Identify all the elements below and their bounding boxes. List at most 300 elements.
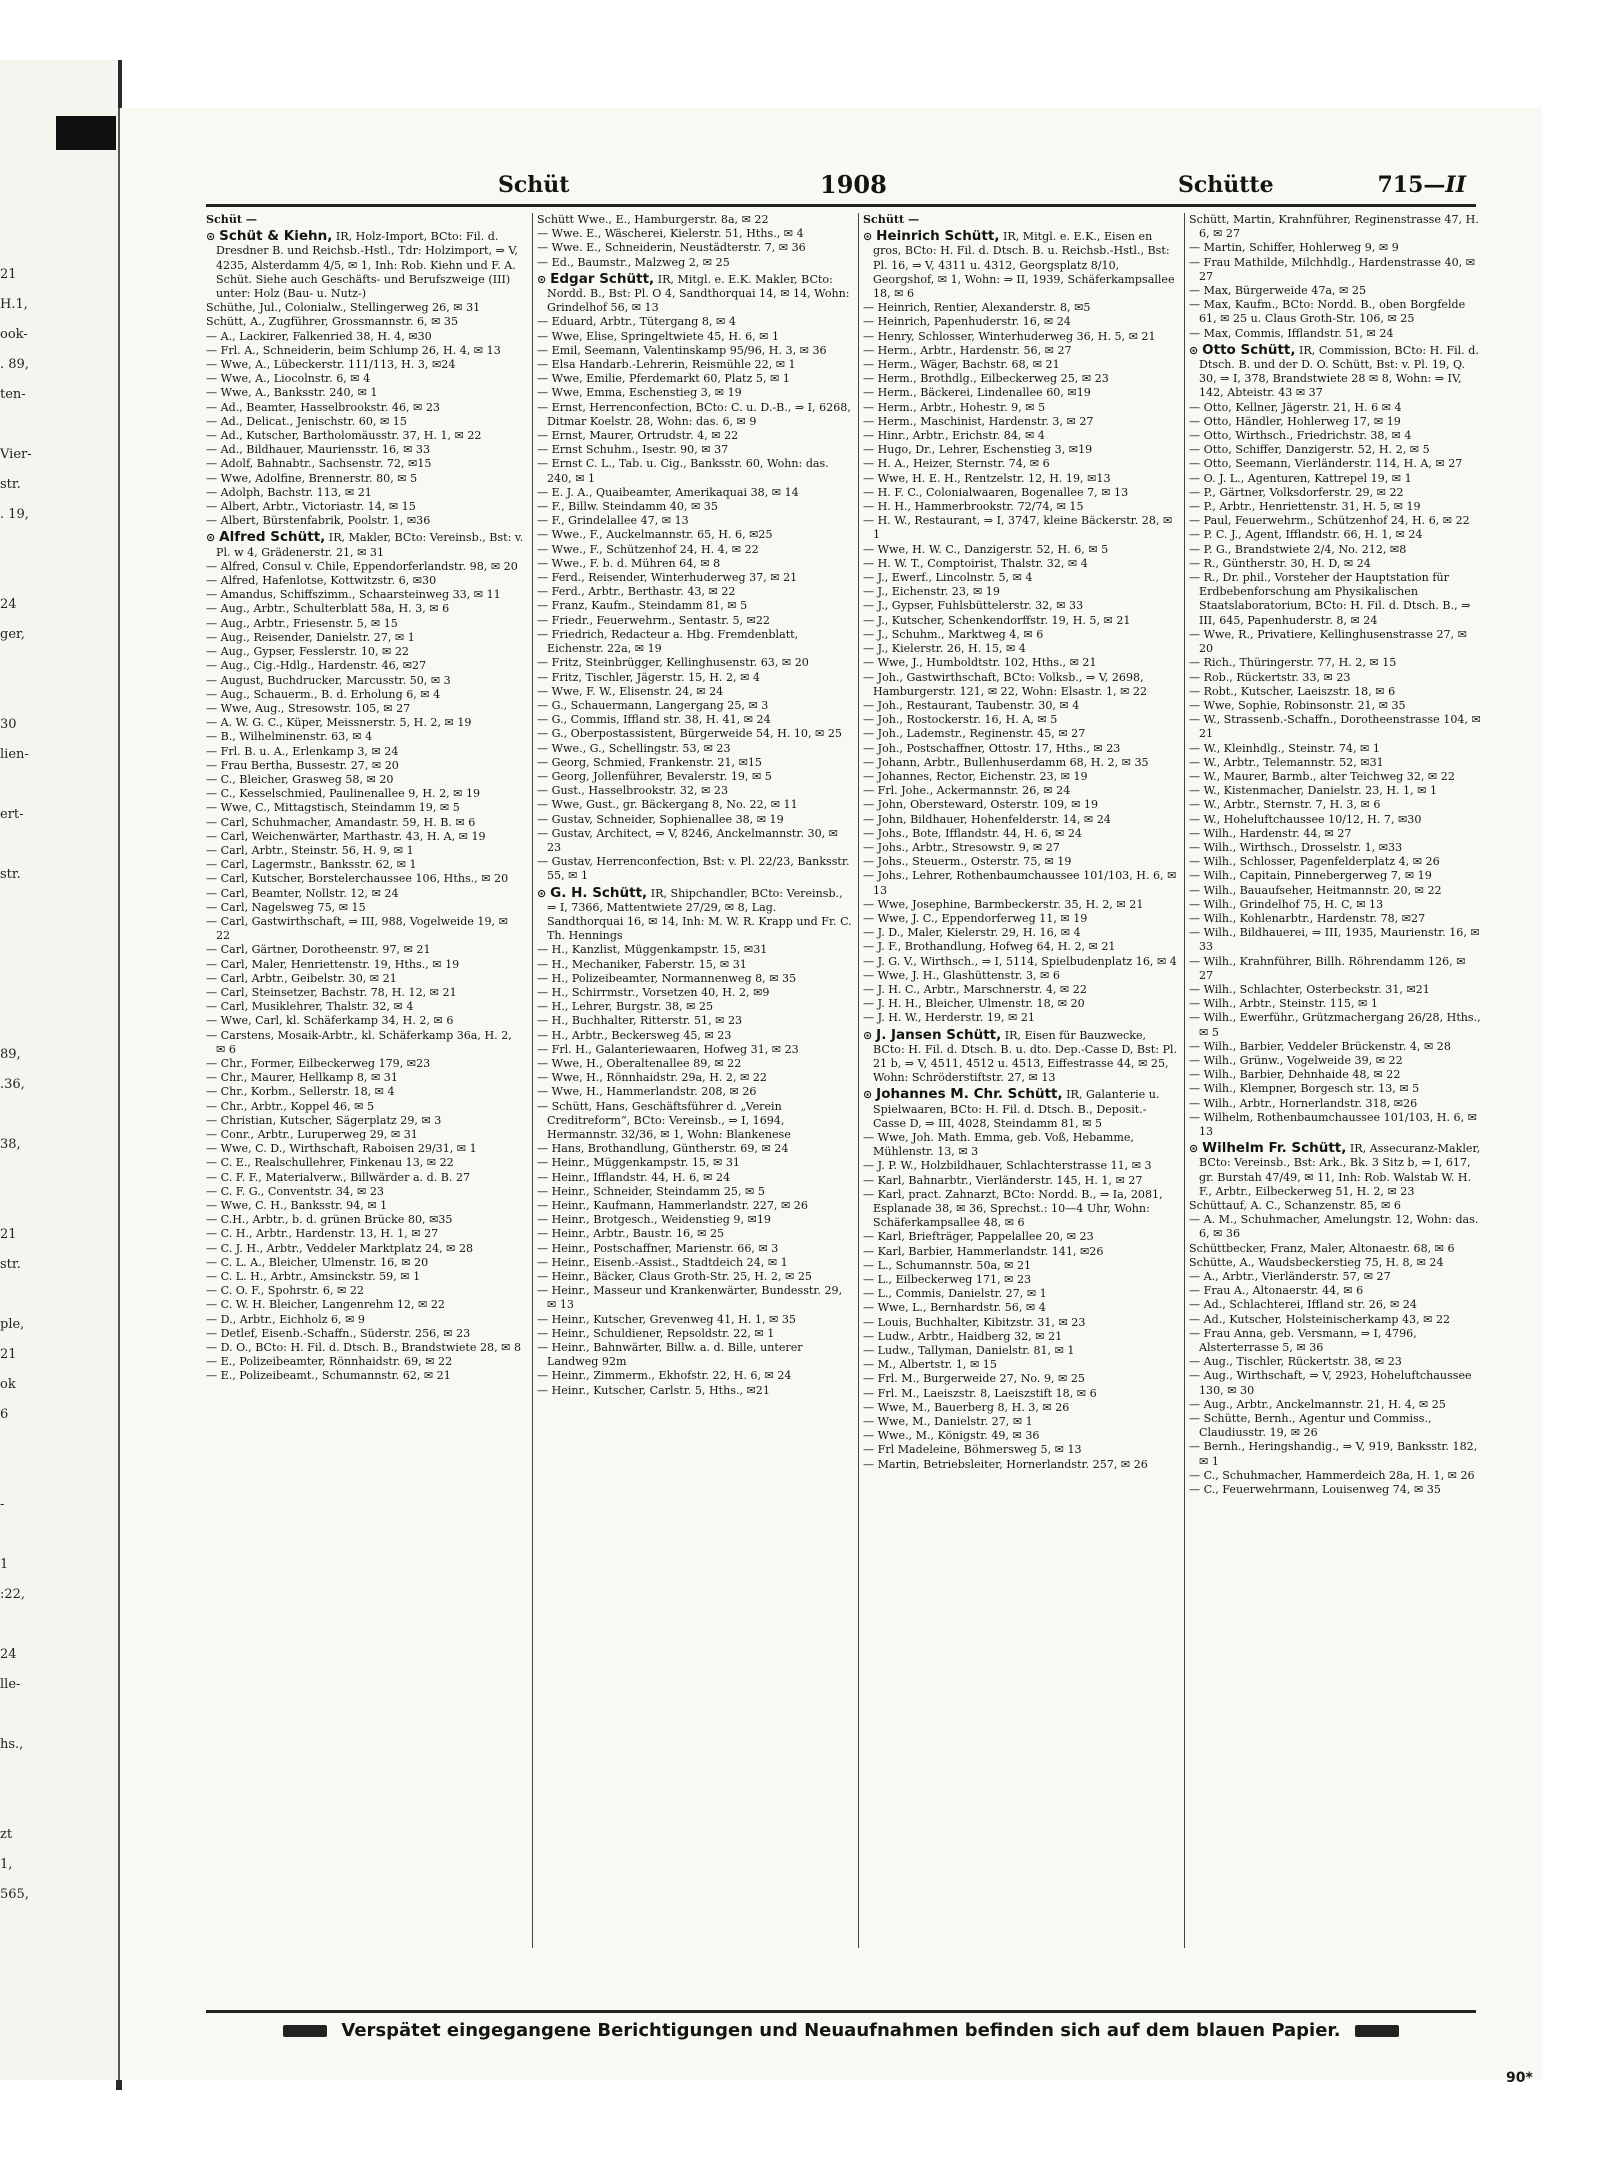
- directory-entry: — Wwe, M., Bauerberg 8, H. 3, ✉ 26: [863, 1400, 1070, 1414]
- directory-entry: — W., Hoheluftchaussee 10/12, H. 7, ✉30: [1189, 812, 1422, 826]
- directory-entry: — Wwe, H. E. H., Rentzelstr. 12, H. 19, ✉13: [863, 471, 1111, 485]
- directory-entry: — C., Schuhmacher, Hammerdeich 28a, H. 1, ✉ 26: [1189, 1468, 1475, 1482]
- directory-entry: — Heinrich, Papenhuderstr. 16, ✉ 24: [863, 315, 1071, 329]
- directory-entry: — Hinr., Arbtr., Erichstr. 84, ✉ 4: [863, 429, 1045, 443]
- directory-columns: [206, 213, 1481, 1948]
- directory-entry: — Carl, Weichenwärter, Marthastr. 43, H. A, ✉ 19: [206, 829, 486, 843]
- directory-entry: — H. F. C., Colonialwaaren, Bogenallee 7, ✉ 13: [863, 485, 1129, 499]
- directory-entry: — Heinr., Schuldiener, Repsoldstr. 22, ✉ 1: [537, 1326, 775, 1340]
- directory-entry: — D., Arbtr., Eichholz 6, ✉ 9: [206, 1312, 365, 1326]
- directory-entry: — Gustav, Architect, ⇒ V, 8246, Anckelmannstr. 30, ✉ 23: [537, 826, 838, 854]
- directory-entry: — John, Bildhauer, Hohenfelderstr. 14, ✉ 24: [863, 812, 1111, 826]
- directory-entry: — Aug., Wirthschaft, ⇒ V, 2923, Hoheluftchaussee 130, ✉ 30: [1189, 1369, 1472, 1397]
- directory-entry: — Joh., Gastwirthschaft, BCto: Volksb., ⇒ V, 2698, Hamburgerstr. 121, ✉ 22, Wohn: Elsastr. 1, ✉ 22: [863, 670, 1148, 698]
- directory-entry: — Ernst, Maurer, Ortrudstr. 4, ✉ 22: [537, 429, 739, 443]
- firm-marker-icon: ⊙: [863, 1028, 877, 1042]
- firm-marker-icon: ⊙: [1189, 343, 1203, 357]
- directory-entry: — Carstens, Mosaik-Arbtr., kl. Schäferkamp 36a, H. 2, ✉ 6: [206, 1028, 512, 1056]
- directory-entry: — J., Gypser, Fuhlsbüttelerstr. 32, ✉ 33: [863, 599, 1084, 613]
- footer-notice-text: Verspätet eingegangene Berichtigungen und Neuaufnahmen befinden sich auf dem blauen Papier.: [341, 2020, 1341, 2041]
- directory-column-1: [206, 213, 524, 1948]
- directory-entry: — Carl, Nagelsweg 75, ✉ 15: [206, 900, 366, 914]
- directory-entry: — Conr., Arbtr., Luruperweg 29, ✉ 31: [206, 1128, 418, 1141]
- directory-entry: — Joh., Rostockerstr. 16, H. A, ✉ 5: [863, 713, 1058, 727]
- directory-entry: — J. G. V., Wirthsch., ⇒ I, 5114, Spielbudenplatz 16, ✉ 4: [863, 954, 1177, 968]
- directory-entry: — Eduard, Arbtr., Tütergang 8, ✉ 4: [537, 315, 736, 329]
- directory-entry: — Carl, Arbtr., Geibelstr. 30, ✉ 21: [206, 971, 397, 985]
- firm-entry: [206, 530, 524, 559]
- directory-entry: — G., Commis, Iffland str. 38, H. 41, ✉ 24: [537, 713, 771, 727]
- directory-column-2: [532, 213, 853, 1948]
- directory-entry: — Alfred, Consul v. Chile, Eppendorferlandstr. 98, ✉ 20: [206, 559, 518, 573]
- firm-details: IR, Assecuranz-Makler, BCto: Vereinsb., Bst: Ark., Bk. 3 Sitz b, ⇒ I, 617, gr. Burstah 47/49, ✉ 11, Inh: Rob. Walstab W. H. F., Arbtr., Eilbeckerweg 51, H. 2, ✉ 23: [1199, 1142, 1481, 1198]
- directory-entry: — Carl, Arbtr., Steinstr. 56, H. 9, ✉ 1: [206, 843, 414, 857]
- directory-page: [118, 108, 1542, 2086]
- running-header: [206, 166, 1476, 207]
- directory-entry: — Christian, Kutscher, Sägerplatz 29, ✉ 3: [206, 1113, 442, 1127]
- directory-entry: — Friedrich, Redacteur a. Hbg. Fremdenblatt, Eichenstr. 22a, ✉ 19: [537, 627, 799, 656]
- directory-entry: — A., Arbtr., Vierländerstr. 57, ✉ 27: [1189, 1270, 1391, 1284]
- directory-entry: — Heinr., Ifflandstr. 44, H. 6, ✉ 24: [537, 1170, 731, 1184]
- directory-entry: — J. F., Brothandlung, Hofweg 64, H. 2, ✉ 21: [863, 940, 1116, 954]
- directory-entry: — Heinr., Bäcker, Claus Groth-Str. 25, H. 2, ✉ 25: [537, 1270, 812, 1284]
- directory-entry: — P. G., Brandstwiete 2/4, No. 212, ✉8: [1189, 542, 1407, 556]
- firm-entry: [537, 272, 853, 316]
- directory-entry: — Wwe, F. W., Elisenstr. 24, ✉ 24: [537, 684, 724, 698]
- directory-entry: — Heinr., Kaufmann, Hammerlandstr. 227, ✉ 26: [537, 1199, 808, 1213]
- directory-entry: — J. H. H., Bleicher, Ulmenstr. 18, ✉ 20: [863, 997, 1085, 1011]
- firm-details: IR, Mitgl. e. E.K. Makler, BCto: Nordd. B., Bst: Pl. O 4, Sandthorquai 14, ✉ 14, Wohn: Grindelhof 56, ✉ 13: [547, 272, 850, 315]
- directory-entry: — Aug., Tischler, Rückertstr. 38, ✉ 23: [1189, 1355, 1402, 1369]
- header-left-keyword: Schüt: [498, 172, 570, 198]
- directory-entry: — Adolf, Bahnabtr., Sachsenstr. 72, ✉15: [206, 457, 432, 471]
- directory-entry: — H., Polizeibeamter, Normannenweg 8, ✉ 35: [537, 971, 797, 985]
- directory-entry: — H., Schirrmstr., Vorsetzen 40, H. 2, ✉9: [537, 985, 770, 999]
- directory-entry: — Gustav, Herrenconfection, Bst: v. Pl. 22/23, Banksstr. 55, ✉ 1: [537, 855, 850, 883]
- directory-entry: — Wilhelm, Rothenbaumchaussee 101/103, H. 6, ✉ 13: [1189, 1110, 1477, 1138]
- directory-entry: — Wwe, C. H., Banksstr. 94, ✉ 1: [206, 1199, 388, 1213]
- directory-entry: — Wilh., Arbtr., Steinstr. 115, ✉ 1: [1189, 997, 1378, 1011]
- directory-entry: — Wwe, Josephine, Barmbeckerstr. 35, H. 2, ✉ 21: [863, 897, 1144, 911]
- directory-entry: — Heinr., Masseur und Krankenwärter, Bundesstr. 29, ✉ 13: [537, 1284, 843, 1312]
- directory-entry: — W., Arbtr., Telemannstr. 52, ✉31: [1189, 755, 1384, 769]
- directory-entry: — J. H. C., Arbtr., Marschnerstr. 4, ✉ 22: [863, 982, 1087, 996]
- directory-entry: — Wilh., Schlachter, Osterbeckstr. 31, ✉21: [1189, 982, 1430, 996]
- directory-entry: — Wwe, M., Danielstr. 27, ✉ 1: [863, 1415, 1033, 1429]
- directory-entry: — Ernst C. L., Tab. u. Cig., Banksstr. 60, Wohn: das. 240, ✉ 1: [537, 457, 829, 485]
- facing-page-spine: [0, 60, 118, 2080]
- directory-entry: Schütt, A., Zugführer, Grossmannstr. 6, ✉ 35: [206, 315, 459, 329]
- directory-entry: — Frl Madeleine, Böhmersweg 5, ✉ 13: [863, 1443, 1082, 1457]
- directory-entry: — Fritz, Tischler, Jägerstr. 15, H. 2, ✉ 4: [537, 670, 760, 684]
- directory-entry: — H., Kanzlist, Müggenkampstr. 15, ✉31: [537, 943, 768, 957]
- directory-entry: — J., Eichenstr. 23, ✉ 19: [863, 585, 1000, 599]
- directory-entry: — Herm., Wäger, Bachstr. 68, ✉ 21: [863, 358, 1060, 372]
- directory-entry: — C., Bleicher, Grasweg 58, ✉ 20: [206, 772, 394, 786]
- directory-entry: — P., Gärtner, Volksdorferstr. 29, ✉ 22: [1189, 485, 1404, 499]
- directory-entry: — Otto, Händler, Hohlerweg 17, ✉ 19: [1189, 414, 1401, 428]
- directory-entry: — Hugo, Dr., Lehrer, Eschenstieg 3, ✉19: [863, 443, 1093, 457]
- firm-entry: [863, 1087, 1179, 1131]
- directory-entry: — Johannes, Rector, Eichenstr. 23, ✉ 19: [863, 769, 1088, 783]
- directory-entry: — Georg, Jollenführer, Bevalerstr. 19, ✉ 5: [537, 769, 772, 783]
- directory-entry: — C. W. H. Bleicher, Langenrehm 12, ✉ 22: [206, 1298, 445, 1312]
- column-keyword: Schüt —: [206, 213, 257, 226]
- firm-details: IR, Shipchandler, BCto: Vereinsb., ⇒ I, 7366, Mattentwiete 27/29, ✉ 8, Lag. Sandthorquai 16, ✉ 14, Inh: M. W. R. Krapp und Fr. C. Th. Hennings: [547, 886, 852, 943]
- directory-entry: — Wilh., Hardenstr. 44, ✉ 27: [1189, 826, 1352, 840]
- directory-entry: — Wilh., Wirthsch., Drosselstr. 1, ✉33: [1189, 840, 1403, 854]
- directory-entry: — Herm., Arbtr., Hardenstr. 56, ✉ 27: [863, 343, 1072, 357]
- directory-column-3: [858, 213, 1179, 1948]
- directory-entry: — Heinr., Zimmerm., Ekhofstr. 22, H. 6, ✉ 24: [537, 1369, 792, 1383]
- directory-entry: — C. H., Arbtr., Hardenstr. 13, H. 1, ✉ 27: [206, 1227, 439, 1241]
- directory-entry: — Otto, Seemann, Vierländerstr. 114, H. A, ✉ 27: [1189, 457, 1463, 471]
- directory-entry: — Wwe, Sophie, Robinsonstr. 21, ✉ 35: [1189, 698, 1406, 712]
- firm-name: Johannes M. Chr. Schütt,: [876, 1086, 1063, 1103]
- directory-entry: — C. O. F., Spohrstr. 6, ✉ 22: [206, 1284, 364, 1298]
- directory-entry: — J., Schuhm., Marktweg 4, ✉ 6: [863, 627, 1044, 641]
- directory-entry: — Wwe, H. W. C., Danzigerstr. 52, H. 6, ✉ 5: [863, 542, 1109, 556]
- firm-entry: [537, 886, 853, 944]
- directory-entry: — H., Lehrer, Burgstr. 38, ✉ 25: [537, 1000, 714, 1014]
- directory-entry: — C. F. G., Conventstr. 34, ✉ 23: [206, 1184, 384, 1198]
- directory-entry: — Henry, Schlosser, Winterhuderweg 36, H. 5, ✉ 21: [863, 329, 1156, 343]
- firm-name: J. Jansen Schütt,: [876, 1026, 1002, 1043]
- directory-entry: — Robt., Kutscher, Laeiszstr. 18, ✉ 6: [1189, 684, 1396, 698]
- directory-entry: — Johann, Arbtr., Bullenhuserdamm 68, H. 2, ✉ 35: [863, 755, 1149, 769]
- directory-entry: — Schütt, Hans, Geschäftsführer d. „Verein Creditreform“, BCto: Vereinsb., ⇒ I, 1694, Hermannstr. 32/36, ✉ 1, Wohn: Blankenese: [537, 1099, 791, 1141]
- directory-entry: — Wilh., Grindelhof 75, H. C, ✉ 13: [1189, 897, 1384, 911]
- directory-entry: — R., Dr. phil., Vorsteher der Hauptstation für Erdbebenforschung am Physikalischen Staatslaboratorium, BCto: H. Fil. d. Dtsch. B., ⇒ III, 645, Papenhuderstr. 8, ✉ 24: [1189, 571, 1471, 627]
- directory-entry: — Otto, Kellner, Jägerstr. 21, H. 6 ✉ 4: [1189, 400, 1402, 414]
- directory-entry: — Wilh., Grünw., Vogelweide 39, ✉ 22: [1189, 1053, 1403, 1067]
- directory-entry: — Louis, Buchhalter, Kibitzstr. 31, ✉ 23: [863, 1315, 1086, 1329]
- directory-entry: — E. J. A., Quaibeamter, Amerikaquai 38, ✉ 14: [537, 485, 799, 499]
- directory-entry: — Schütte, Bernh., Agentur und Commiss., Claudiusstr. 19, ✉ 26: [1189, 1412, 1432, 1440]
- directory-entry: — Detlef, Eisenb.-Schaffn., Süderstr. 256, ✉ 23: [206, 1326, 471, 1340]
- firm-marker-icon: ⊙: [206, 531, 220, 545]
- directory-entry: — Friedr., Feuerwehrm., Sentastr. 5, ✉22: [537, 613, 770, 627]
- directory-entry: — J. P. W., Holzbildhauer, Schlachterstrasse 11, ✉ 3: [863, 1159, 1152, 1173]
- directory-entry: — W., Maurer, Barmb., alter Teichweg 32, ✉ 22: [1189, 769, 1455, 783]
- directory-entry: — L., Eilbeckerweg 171, ✉ 23: [863, 1273, 1032, 1287]
- directory-entry: — Martin, Schiffer, Hohlerweg 9, ✉ 9: [1189, 241, 1399, 255]
- directory-entry: — C.H., Arbtr., b. d. grünen Brücke 80, ✉35: [206, 1213, 453, 1227]
- firm-details: IR, Makler, BCto: Vereinsb., Bst: v. Pl. w 4, Grädenerstr. 21, ✉ 31: [216, 531, 524, 559]
- directory-entry: — Wilh., Klempner, Borgesch str. 13, ✉ 5: [1189, 1082, 1420, 1096]
- directory-entry: — A. W. G. C., Küper, Meissnerstr. 5, H. 2, ✉ 19: [206, 716, 472, 730]
- directory-entry: — Carl, Gärtner, Dorotheenstr. 97, ✉ 21: [206, 943, 431, 957]
- directory-entry: — Wwe, Joh. Math. Emma, geb. Voß, Hebamme, Mühlenstr. 13, ✉ 3: [863, 1131, 1134, 1159]
- directory-entry: — Heinr., Kutscher, Carlstr. 5, Hths., ✉21: [537, 1383, 770, 1397]
- directory-entry: — Frau A., Altonaerstr. 44, ✉ 6: [1189, 1284, 1364, 1298]
- firm-marker-icon: ⊙: [537, 272, 551, 286]
- directory-entry: — Wwe, Elise, Springeltwiete 45, H. 6, ✉ 1: [537, 329, 780, 343]
- directory-entry: — Wwe, J. H., Glashüttenstr. 3, ✉ 6: [863, 968, 1060, 982]
- directory-entry: — Carl, Lagermstr., Banksstr. 62, ✉ 1: [206, 858, 417, 872]
- directory-entry: — Gust., Hasselbrookstr. 32, ✉ 23: [537, 784, 729, 798]
- directory-entry: — Albert, Arbtr., Victoriastr. 14, ✉ 15: [206, 500, 416, 514]
- directory-entry: — Paul, Feuerwehrm., Schützenhof 24, H. 6, ✉ 22: [1189, 514, 1470, 528]
- directory-entry: — Frau Mathilde, Milchhdlg., Hardenstrasse 40, ✉ 27: [1189, 255, 1475, 283]
- directory-entry: — Martin, Betriebsleiter, Hornerlandstr. 257, ✉ 26: [863, 1457, 1148, 1471]
- directory-entry: — Joh., Postschaffner, Ottostr. 17, Hths., ✉ 23: [863, 741, 1121, 755]
- directory-entry: — Wwe., G., Schellingstr. 53, ✉ 23: [537, 741, 731, 755]
- footer-notice: [206, 2020, 1476, 2041]
- directory-entry: — A., Lackirer, Falkenried 38, H. 4, ✉30: [206, 329, 432, 343]
- directory-entry: — Heinr., Kutscher, Grevenweg 41, H. 1, ✉ 35: [537, 1312, 796, 1326]
- firm-details: IR, Mitgl. e. E.K., Eisen en gros, BCto: H. Fil. d. Dtsch. B. u. Reichsb.-Hstl., Bst: Pl. 16, ⇒ V, 4311 u. 4312, Georgsplatz 8/10, Georgshof, ✉ 1, Wohn: ⇒ II, 1939, Schäferkampsallee 18, ✉ 6: [873, 230, 1175, 301]
- column-keyword: Schütt —: [863, 213, 920, 226]
- directory-entry: — B., Wilhelminenstr. 63, ✉ 4: [206, 730, 373, 744]
- directory-entry: — W., Strassenb.-Schaffn., Dorotheenstrasse 104, ✉ 21: [1189, 713, 1481, 741]
- directory-entry: — Frau Anna, geb. Versmann, ⇒ I, 4796, Alsterterrasse 5, ✉ 36: [1189, 1326, 1417, 1355]
- firm-marker-icon: ⊙: [863, 1088, 877, 1102]
- directory-entry: — Heinr., Brotgesch., Weidenstieg 9, ✉19: [537, 1213, 771, 1227]
- directory-entry: — C. L. H., Arbtr., Amsinckstr. 59, ✉ 1: [206, 1270, 421, 1284]
- directory-entry: — C., Kesselschmied, Paulinenallee 9, H. 2, ✉ 19: [206, 787, 481, 801]
- page-number: [1377, 172, 1466, 198]
- directory-entry: — J. H. W., Herderstr. 19, ✉ 21: [863, 1011, 1035, 1025]
- directory-entry: — Wwe. E., Schneiderin, Neustädterstr. 7, ✉ 36: [537, 241, 806, 255]
- firm-name: Wilhelm Fr. Schütt,: [1202, 1140, 1347, 1157]
- header-right-keyword: Schütte: [1178, 172, 1274, 198]
- directory-entry: — Wwe, Adolfine, Brennerstr. 80, ✉ 5: [206, 471, 418, 485]
- directory-entry: — Ed., Baumstr., Malzweg 2, ✉ 25: [537, 255, 730, 269]
- firm-details: IR, Holz-Import, BCto: Fil. d. Dresdner B. und Reichsb.-Hstl., Tdr: Holzimport, ⇒ V, 4235, Alsterdamm 4/5, ✉ 1, Inh: Rob. Kiehn und F. A. Schüt. Siehe auch Geschäfts- und Berufszweige (III) unter: Holz (Bau- u. Nutz-): [216, 230, 518, 301]
- directory-entry: — Karl, pract. Zahnarzt, BCto: Nordd. B., ⇒ Ia, 2081, Esplanade 38, ✉ 36, Sprechst.: 10—4 Uhr, Wohn: Schäferkampsallee 48, ✉ 6: [863, 1187, 1163, 1230]
- directory-entry: — Wilh., Arbtr., Hornerlandstr. 318, ✉26: [1189, 1096, 1418, 1110]
- directory-entry: — Wwe., F. b. d. Mühren 64, ✉ 8: [537, 556, 721, 570]
- firm-name: Schüt & Kiehn,: [219, 228, 333, 245]
- directory-entry: — Wwe, H., Oberaltenallee 89, ✉ 22: [537, 1056, 742, 1070]
- pointing-hand-right-icon: [1355, 2025, 1399, 2037]
- directory-entry: — Wilh., Barbier, Veddeler Brückenstr. 4, ✉ 28: [1189, 1039, 1451, 1053]
- directory-entry: — Wwe, Aug., Stresowstr. 105, ✉ 27: [206, 701, 411, 715]
- directory-entry: — Heinr., Müggenkampstr. 15, ✉ 31: [537, 1156, 740, 1170]
- directory-entry: — E., Polizeibeamt., Schumannstr. 62, ✉ 21: [206, 1369, 451, 1383]
- directory-entry: — W., Kistenmacher, Danielstr. 23, H. 1, ✉ 1: [1189, 784, 1438, 798]
- directory-entry: — Wwe, C. D., Wirthschaft, Raboisen 29/31, ✉ 1: [206, 1142, 477, 1156]
- directory-entry: — Wwe, Emilie, Pferdemarkt 60, Platz 5, ✉ 1: [537, 372, 790, 386]
- directory-entry: — Aug., Cig.-Hdlg., Hardenstr. 46, ✉27: [206, 659, 427, 673]
- directory-entry: — J. D., Maler, Kielerstr. 29, H. 16, ✉ 4: [863, 926, 1081, 940]
- directory-entry: — Wwe., F., Schützenhof 24, H. 4, ✉ 22: [537, 542, 759, 556]
- directory-entry: — Frl. H., Galanteriewaaren, Hofweg 31, ✉ 23: [537, 1042, 799, 1056]
- directory-entry: — Carl, Steinsetzer, Bachstr. 78, H. 12, ✉ 21: [206, 985, 457, 999]
- directory-entry: — O. J. L., Agenturen, Kattrepel 19, ✉ 1: [1189, 471, 1412, 485]
- directory-entry: — Chr., Arbtr., Koppel 46, ✉ 5: [206, 1099, 375, 1113]
- directory-entry: — Heinr., Schneider, Steindamm 25, ✉ 5: [537, 1184, 765, 1198]
- directory-entry: — P. C. J., Agent, Ifflandstr. 66, H. 1, ✉ 24: [1189, 528, 1423, 542]
- firm-name: G. H. Schütt,: [550, 884, 648, 901]
- directory-entry: — Aug., Reisender, Danielstr. 27, ✉ 1: [206, 630, 415, 644]
- directory-entry: — Wilh., Capitain, Pinnebergerweg 7, ✉ 19: [1189, 869, 1432, 883]
- directory-entry: — M., Albertstr. 1, ✉ 15: [863, 1358, 997, 1372]
- directory-entry: — Wwe, H., Rönnhaidstr. 29a, H. 2, ✉ 22: [537, 1071, 767, 1085]
- directory-entry: — Franz, Kaufm., Steindamm 81, ✉ 5: [537, 599, 748, 613]
- directory-entry: — Ad., Kutscher, Holsteinischerkamp 43, ✉ 22: [1189, 1312, 1451, 1326]
- directory-entry: — Gustav, Schneider, Sophienallee 38, ✉ 19: [537, 812, 784, 826]
- directory-entry: — Elsa Handarb.-Lehrerin, Reismühle 22, ✉ 1: [537, 358, 796, 372]
- firm-entry: [1189, 343, 1481, 401]
- directory-entry: — Wwe, A., Banksstr. 240, ✉ 1: [206, 386, 378, 400]
- directory-entry: — Aug., Arbtr., Anckelmannstr. 21, H. 4, ✉ 25: [1189, 1397, 1446, 1411]
- firm-name: Alfred Schütt,: [219, 529, 326, 546]
- directory-entry: — Frl. Johe., Ackermannstr. 26, ✉ 24: [863, 784, 1071, 798]
- directory-entry: — Herm., Brothdlg., Eilbeckerweg 25, ✉ 23: [863, 372, 1109, 386]
- directory-entry: Schüttauf, A. C., Schanzenstr. 85, ✉ 6: [1189, 1199, 1401, 1213]
- directory-entry: — C. L. A., Bleicher, Ulmenstr. 16, ✉ 20: [206, 1255, 429, 1269]
- directory-entry: — Ernst, Herrenconfection, BCto: C. u. D.-B., ⇒ I, 6268, Ditmar Koelstr. 28, Wohn: das. 6, ✉ 9: [537, 400, 851, 428]
- directory-entry: — Johs., Bote, Ifflandstr. 44, H. 6, ✉ 24: [863, 826, 1082, 840]
- directory-entry: — E., Polizeibeamter, Rönnhaidstr. 69, ✉ 22: [206, 1355, 453, 1369]
- directory-entry: Schüthe, Jul., Colonialw., Stellingerweg 26, ✉ 31: [206, 301, 481, 315]
- directory-entry: — Wwe., F., Auckelmannstr. 65, H. 6, ✉25: [537, 528, 773, 542]
- directory-entry: — Ludw., Tallyman, Danielstr. 81, ✉ 1: [863, 1344, 1075, 1358]
- directory-entry: — H., Mechaniker, Faberstr. 15, ✉ 31: [537, 957, 747, 971]
- directory-entry: — C. E., Realschullehrer, Finkenau 13, ✉ 22: [206, 1156, 454, 1170]
- firm-name: Otto Schütt,: [1202, 341, 1296, 358]
- firm-name: Edgar Schütt,: [550, 270, 655, 287]
- directory-entry: — Frl. B. u. A., Erlenkamp 3, ✉ 24: [206, 744, 399, 758]
- firm-details: IR, Eisen für Bauzwecke, BCto: H. Fil. d. Dtsch. B. u. dto. Dep.-Casse D, Bst: Pl. 21 b, ⇒ V, 4511, 4512 u. 4513, Eiffestrasse 44, ✉ 25, Wohn: Schröderstiftstr. 27, ✉ 13: [873, 1028, 1178, 1085]
- directory-entry: — August, Buchdrucker, Marcusstr. 50, ✉ 3: [206, 673, 451, 687]
- directory-entry: — Wilh., Barbier, Dehnhaide 48, ✉ 22: [1189, 1068, 1401, 1082]
- directory-entry: — Heinr., Arbtr., Baustr. 16, ✉ 25: [537, 1227, 725, 1241]
- directory-entry: — H. W. T., Comptoirist, Thalstr. 32, ✉ 4: [863, 556, 1088, 570]
- directory-entry: — Wwe, A., Lübeckerstr. 111/113, H. 3, ✉24: [206, 358, 456, 372]
- directory-entry: — Wwe, L., Bernhardstr. 56, ✉ 4: [863, 1301, 1046, 1315]
- directory-entry: — Emil, Seemann, Valentinskamp 95/96, H. 3, ✉ 36: [537, 343, 827, 357]
- directory-entry: — Heinr., Eisenb.-Assist., Stadtdeich 24, ✉ 1: [537, 1255, 788, 1269]
- directory-entry: — H. A., Heizer, Sternstr. 74, ✉ 6: [863, 457, 1050, 471]
- directory-entry: — Aug., Arbtr., Friesenstr. 5, ✉ 15: [206, 616, 398, 630]
- directory-entry: — Wwe, Gust., gr. Bäckergang 8, No. 22, ✉ 11: [537, 798, 798, 812]
- directory-entry: — Rich., Thüringerstr. 77, H. 2, ✉ 15: [1189, 656, 1397, 670]
- directory-entry: — J., Kutscher, Schenkendorffstr. 19, H. 5, ✉ 21: [863, 613, 1131, 627]
- directory-entry: — Ad., Delicat., Jenischstr. 60, ✉ 15: [206, 414, 407, 428]
- directory-entry: — Johs., Arbtr., Stresowstr. 9, ✉ 27: [863, 840, 1060, 854]
- directory-entry: — G., Oberpostassistent, Bürgerweide 54, H. 10, ✉ 25: [537, 727, 842, 741]
- directory-entry: — Wwe, C., Mittagstisch, Steindamm 19, ✉ 5: [206, 801, 460, 815]
- firm-marker-icon: ⊙: [1189, 1142, 1203, 1156]
- directory-entry: — Heinr., Postschaffner, Marienstr. 66, ✉ 3: [537, 1241, 779, 1255]
- directory-entry: — Wwe, J., Humboldtstr. 102, Hths., ✉ 21: [863, 656, 1097, 670]
- directory-entry: — Aug., Arbtr., Schulterblatt 58a, H. 3, ✉ 6: [206, 602, 450, 616]
- directory-entry: — Carl, Musiklehrer, Thalstr. 32, ✉ 4: [206, 1000, 414, 1014]
- directory-entry: — Wilh., Krahnführer, Billh. Röhrendamm 126, ✉ 27: [1189, 954, 1466, 982]
- directory-entry: — Johs., Lehrer, Rothenbaumchaussee 101/103, H. 6, ✉ 13: [863, 869, 1177, 897]
- directory-entry: Schütt Wwe., E., Hamburgerstr. 8a, ✉ 22: [537, 213, 769, 226]
- firm-marker-icon: ⊙: [863, 230, 877, 244]
- directory-entry: — Frl. M., Laeiszstr. 8, Laeiszstift 18, ✉ 6: [863, 1386, 1097, 1400]
- directory-entry: — Albert, Bürstenfabrik, Poolstr. 1, ✉36: [206, 514, 431, 528]
- directory-entry: — C. J. H., Arbtr., Veddeler Marktplatz 24, ✉ 28: [206, 1241, 474, 1255]
- directory-entry: — Ludw., Arbtr., Haidberg 32, ✉ 21: [863, 1329, 1063, 1343]
- firm-marker-icon: ⊙: [537, 886, 551, 900]
- directory-entry: — Carl, Schuhmacher, Amandastr. 59, H. B. ✉ 6: [206, 815, 476, 829]
- directory-entry: — Chr., Korbm., Sellerstr. 18, ✉ 4: [206, 1085, 395, 1099]
- directory-entry: — Aug., Gypser, Fesslerstr. 10, ✉ 22: [206, 645, 409, 659]
- directory-entry: — H., Buchhalter, Ritterstr. 51, ✉ 23: [537, 1014, 743, 1028]
- directory-entry: — Herm., Bäckerei, Lindenallee 60, ✉19: [863, 386, 1091, 400]
- directory-entry: — Wwe, R., Privatiere, Kellinghusenstrasse 27, ✉ 20: [1189, 627, 1467, 656]
- directory-entry: — Wwe, J. C., Eppendorferweg 11, ✉ 19: [863, 911, 1088, 925]
- directory-entry: — Ad., Beamter, Hasselbrookstr. 46, ✉ 23: [206, 400, 440, 414]
- directory-entry: — Wilh., Bauaufseher, Heitmannstr. 20, ✉ 22: [1189, 883, 1442, 897]
- directory-entry: — J., Kielerstr. 26, H. 15, ✉ 4: [863, 642, 1026, 656]
- page-part: II: [1445, 172, 1466, 198]
- firm-details: IR, Galanterie u. Spielwaaren, BCto: H. Fil. d. Dtsch. B., Deposit.-Casse D, ⇒ III, 4028, Steindamm 81, ✉ 5: [873, 1088, 1160, 1130]
- directory-entry: — Max, Bürgerweide 47a, ✉ 25: [1189, 284, 1366, 298]
- directory-entry: — Karl, Briefträger, Pappelallee 20, ✉ 23: [863, 1230, 1094, 1244]
- directory-entry: — C. F. F., Materialverw., Billwärder a. d. B. 27: [206, 1170, 471, 1184]
- directory-entry: — Ferd., Reisender, Winterhuderweg 37, ✉ 21: [537, 571, 798, 585]
- directory-entry: — Wwe. E., Wäscherei, Kielerstr. 51, Hths., ✉ 4: [537, 227, 804, 241]
- directory-entry: — Fritz, Steinbrügger, Kellinghusenstr. 63, ✉ 20: [537, 656, 809, 670]
- directory-entry: — P., Arbtr., Henriettenstr. 31, H. 5, ✉ 19: [1189, 500, 1421, 514]
- directory-entry: — L., Commis, Danielstr. 27, ✉ 1: [863, 1287, 1047, 1301]
- sheet-signature: 90*: [1506, 2070, 1533, 2086]
- directory-entry: — F., Billw. Steindamm 40, ✉ 35: [537, 500, 718, 514]
- directory-entry: — Hans, Brothandlung, Güntherstr. 69, ✉ 24: [537, 1142, 789, 1156]
- directory-entry: — Ferd., Arbtr., Berthastr. 43, ✉ 22: [537, 585, 736, 599]
- directory-entry: — Otto, Schiffer, Danzigerstr. 52, H. 2, ✉ 5: [1189, 443, 1430, 457]
- directory-entry: — W., Kleinhdlg., Steinstr. 74, ✉ 1: [1189, 741, 1380, 755]
- directory-entry: — Chr., Former, Eilbeckerweg 179, ✉23: [206, 1056, 431, 1070]
- header-year: 1908: [820, 170, 887, 199]
- directory-entry: Schütte, A., Waudsbeckerstieg 75, H. 8, ✉ 24: [1189, 1255, 1444, 1269]
- directory-entry: — Ernst Schuhm., Isestr. 90, ✉ 37: [537, 443, 729, 457]
- directory-entry: — Frl. A., Schneiderin, beim Schlump 26, H. 4, ✉ 13: [206, 343, 501, 357]
- directory-entry: — Aug., Schauerm., B. d. Erholung 6, ✉ 4: [206, 687, 441, 701]
- page-number-value: 715—: [1377, 172, 1446, 198]
- directory-entry: — Ad., Schlachterei, Iffland str. 26, ✉ 24: [1189, 1298, 1417, 1312]
- directory-entry: — Adolph, Bachstr. 113, ✉ 21: [206, 485, 372, 499]
- directory-column-4: [1184, 213, 1481, 1948]
- directory-entry: — Wwe., M., Königstr. 49, ✉ 36: [863, 1429, 1040, 1443]
- firm-name: Heinrich Schütt,: [876, 228, 1000, 245]
- directory-entry: — Max, Commis, Ifflandstr. 51, ✉ 24: [1189, 326, 1394, 340]
- directory-entry: — Heinrich, Rentier, Alexanderstr. 8, ✉5: [863, 301, 1091, 315]
- directory-entry: — H. H., Hammerbrookstr. 72/74, ✉ 15: [863, 500, 1084, 514]
- directory-entry: — Otto, Wirthsch., Friedrichstr. 38, ✉ 4: [1189, 429, 1412, 443]
- directory-entry: — Wilh., Ewerführ., Grützmachergang 26/28, Hths., ✉ 5: [1189, 1011, 1481, 1039]
- directory-entry: Schütt, Martin, Krahnführer, Reginenstrasse 47, H. 6, ✉ 27: [1189, 213, 1479, 241]
- spine-tab-mark: [56, 116, 116, 150]
- directory-entry: — Carl, Gastwirthschaft, ⇒ III, 988, Vogelweide 19, ✉ 22: [206, 914, 508, 943]
- directory-entry: — Wwe, A., Liocolnstr. 6, ✉ 4: [206, 372, 371, 386]
- directory-entry: — W., Arbtr., Sternstr. 7, H. 3, ✉ 6: [1189, 798, 1381, 812]
- directory-entry: — Max, Kaufm., BCto: Nordd. B., oben Borgfelde 61, ✉ 25 u. Claus Groth-Str. 106, ✉ 25: [1189, 298, 1466, 326]
- directory-entry: — Frau Bertha, Bussestr. 27, ✉ 20: [206, 758, 399, 772]
- directory-entry: — Frl. M., Burgerweide 27, No. 9, ✉ 25: [863, 1372, 1085, 1386]
- directory-entry: — Carl, Maler, Henriettenstr. 19, Hths., ✉ 19: [206, 957, 460, 971]
- directory-entry: — Johs., Steuerm., Osterstr. 75, ✉ 19: [863, 855, 1072, 869]
- directory-entry: — R., Güntherstr. 30, H. D, ✉ 24: [1189, 556, 1371, 570]
- directory-entry: — Ad., Bildhauer, Mauriensstr. 16, ✉ 33: [206, 443, 431, 457]
- firm-details: IR, Commission, BCto: H. Fil. d. Dtsch. B. und der D. O. Schütt, Bst: v. Pl. 19, Q. 30, ⇒ I, 378, Brandstwiete 28 ✉ 8, Wohn: ⇒ IV, 142, Abteistr. 43 ✉ 37: [1199, 343, 1479, 400]
- directory-entry: — D. O., BCto: H. Fil. d. Dtsch. B., Brandstwiete 28, ✉ 8: [206, 1341, 522, 1355]
- directory-entry: — H. W., Restaurant, ⇒ I, 3747, kleine Bäckerstr. 28, ✉ 1: [863, 514, 1173, 542]
- page-body: [206, 166, 1481, 1948]
- directory-entry: — Herm., Maschinist, Hardenstr. 3, ✉ 27: [863, 414, 1094, 428]
- directory-entry: — Karl, Bahnarbtr., Vierländerstr. 145, H. 1, ✉ 27: [863, 1173, 1143, 1187]
- bottom-rule: [206, 2010, 1476, 2013]
- firm-entry: [1189, 1141, 1481, 1199]
- directory-entry: — Ad., Kutscher, Bartholomäusstr. 37, H. 1, ✉ 22: [206, 429, 482, 443]
